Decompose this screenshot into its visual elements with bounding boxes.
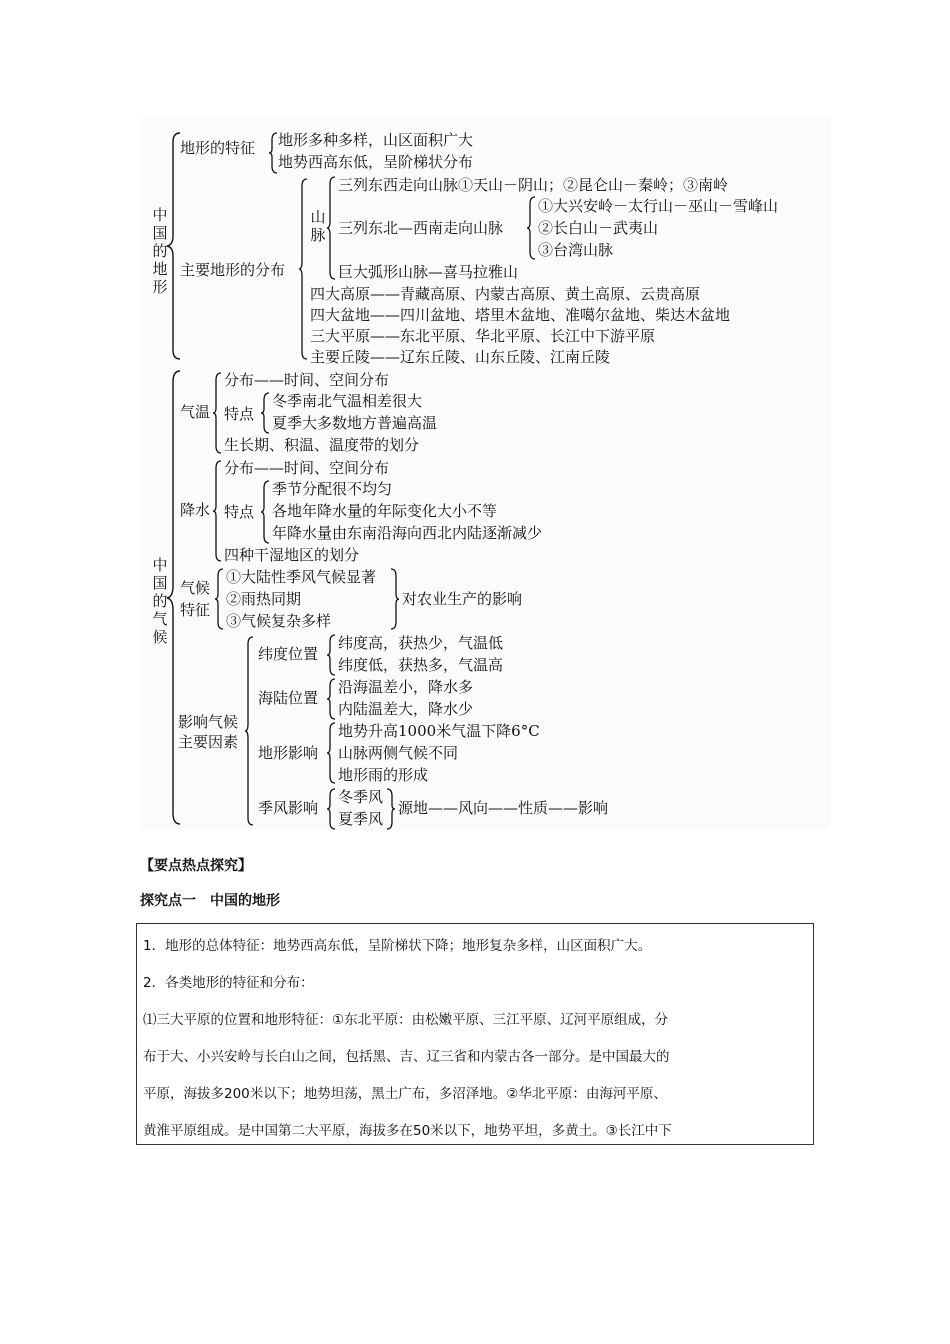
features-label: 地形的特征 (180, 139, 256, 157)
box-line-1: 1．地形的总体特征：地势西高东低，呈阶梯状下降；地形复杂多样，山区面积广大。 (143, 938, 652, 954)
precip-brace (212, 460, 222, 562)
climate-char-brace (214, 568, 224, 630)
monsoon-right-brace (386, 788, 396, 830)
box-line-2: 2．各类地形的特征和分布： (143, 975, 314, 991)
climate-char-3: ③气候复杂多样 (226, 612, 332, 630)
precip-feature-1: 季节分配很不均匀 (272, 480, 393, 498)
climate-char-2: ②雨热同期 (226, 590, 302, 608)
precip-feature-2: 各地年降水量的年际变化大小不等 (272, 502, 498, 520)
distribution-brace (298, 178, 308, 360)
temp-distribution: 分布——时间、空间分布 (224, 371, 390, 389)
terrain-item-3: 地形雨的形成 (338, 766, 429, 784)
sea-land-label: 海陆位置 (258, 689, 319, 707)
terrain-item-2: 山脉两侧气候不同 (338, 744, 459, 762)
monsoon-chain: 源地——风向——性质——影响 (398, 799, 609, 817)
mountains-brace (326, 176, 336, 280)
box-line-6: 黄淮平原组成。是中国第二大平原，海拔多在50米以下，地势平坦，多黄土。③长江中下 (143, 1123, 672, 1139)
agri-effect: 对农业生产的影响 (402, 590, 523, 608)
factors-brace (244, 636, 254, 826)
arc-range: 巨大弧形山脉—喜马拉雅山 (338, 263, 519, 281)
ne-sw-item-3: ③台湾山脉 (538, 241, 614, 259)
sea-land-item-2: 内陆温差大，降水少 (338, 700, 474, 718)
content-box (136, 923, 814, 1145)
precip-feature-label: 特点 (224, 503, 255, 521)
distribution-label: 主要地形的分布 (180, 261, 286, 279)
ne-sw-label: 三列东北—西南走向山脉 (338, 219, 504, 237)
terrain-brace (326, 722, 336, 784)
monsoon-brace (326, 788, 336, 830)
plateaus: 四大高原——青藏高原、内蒙古高原、黄土高原、云贵高原 (310, 285, 701, 303)
section-title: 【要点热点探究】 (140, 858, 252, 874)
features-brace (268, 132, 278, 174)
plains: 三大平原——东北平原、华北平原、长江中下游平原 (310, 327, 656, 345)
terrain-item-1: 地势升高1000米气温下降6°C (338, 722, 540, 740)
temp-growth: 生长期、积温、温度带的划分 (224, 436, 420, 454)
climate-root-label: 中国的气候 (152, 556, 168, 646)
basins: 四大盆地——四川盆地、塔里木盆地、准噶尔盆地、柴达木盆地 (310, 306, 731, 324)
temp-feature-1: 冬季南北气温相差很大 (272, 392, 423, 410)
agri-effect-brace (390, 568, 400, 630)
latitude-item-2: 纬度低，获热多，气温高 (338, 656, 504, 674)
climate-char-1: ①大陆性季风气候显著 (226, 568, 377, 586)
feature-line-1: 地形多种多样，山区面积广大 (278, 131, 474, 149)
temp-feature-label: 特点 (224, 405, 255, 423)
box-line-5: 平原，海拔多200米以下；地势坦荡，黑土广布，多沼泽地。②华北平原：由海河平原、 (143, 1086, 667, 1102)
temp-label: 气温 (180, 403, 211, 421)
subsection-title: 探究点一 中国的地形 (140, 893, 280, 909)
precip-feature-brace (260, 480, 270, 544)
climate-char-label: 气候特征 (180, 579, 211, 619)
landform-root-label: 中国的地形 (152, 206, 168, 296)
monsoon-item-1: 冬季风 (338, 788, 384, 806)
box-line-3: ⑴三大平原的位置和地形特征：①东北平原：由松嫩平原、三江平原、辽河平原组成，分 (143, 1012, 669, 1028)
temp-feature-brace (260, 392, 270, 434)
box-line-4: 布于大、小兴安岭与长白山之间，包括黑、吉、辽三省和内蒙古各一部分。是中国最大的 (143, 1049, 670, 1065)
precip-zones: 四种干湿地区的划分 (224, 546, 360, 564)
precip-feature-3: 年降水量由东南沿海向西北内陆逐渐减少 (272, 524, 543, 542)
precip-distribution: 分布——时间、空间分布 (224, 459, 390, 477)
latitude-label: 纬度位置 (258, 645, 319, 663)
latitude-item-1: 纬度高，获热少，气温低 (338, 634, 504, 652)
ne-sw-item-1: ①大兴安岭－太行山－巫山－雪峰山 (538, 197, 779, 215)
ew-ranges: 三列东西走向山脉①天山－阴山；②昆仑山－秦岭；③南岭 (338, 176, 729, 194)
temp-feature-2: 夏季大多数地方普遍高温 (272, 414, 438, 432)
hills: 主要丘陵——辽东丘陵、山东丘陵、江南丘陵 (310, 348, 611, 366)
latitude-brace (326, 634, 336, 676)
precip-label: 降水 (180, 501, 211, 519)
mountains-label: 山脉 (310, 208, 326, 244)
sea-land-item-1: 沿海温差小，降水多 (338, 678, 474, 696)
factors-label: 影响气候主要因素 (178, 713, 239, 751)
monsoon-label: 季风影响 (258, 799, 319, 817)
monsoon-item-2: 夏季风 (338, 810, 384, 828)
feature-line-2: 地势西高东低，呈阶梯状分布 (278, 153, 474, 171)
temp-brace (212, 372, 222, 454)
ne-sw-brace (526, 196, 536, 260)
landform-root-brace (166, 132, 182, 360)
ne-sw-item-2: ②长白山－武夷山 (538, 219, 659, 237)
terrain-label: 地形影响 (258, 744, 319, 762)
sea-land-brace (326, 678, 336, 720)
